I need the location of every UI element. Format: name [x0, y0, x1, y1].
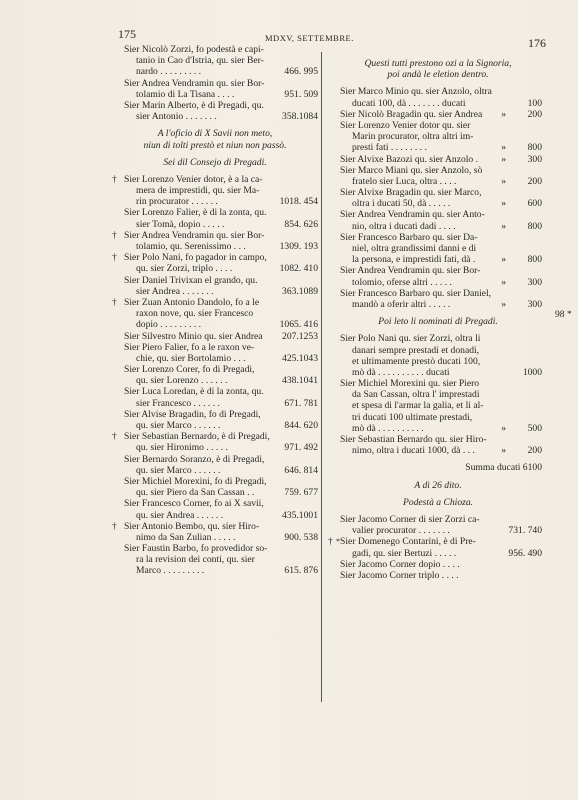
ditto-mark: »	[501, 220, 506, 232]
entry-text: Sier Lorenzo Corer, fo di Pregadi,	[124, 364, 255, 376]
entry-text: Sier Alvise Bragadin, fo di Pregadi,	[124, 408, 261, 420]
entry-line	[124, 66, 318, 77]
entry-line	[124, 111, 318, 122]
left-column	[112, 44, 318, 577]
entry-line	[124, 431, 318, 442]
entry-line	[124, 196, 318, 207]
entry-line	[124, 342, 318, 353]
ditto-mark: »	[501, 422, 506, 434]
candidate-entry	[112, 543, 318, 577]
entry-text: Sier Andrea Vendramin qu. sier Anto-	[340, 209, 485, 221]
entry-line	[340, 423, 548, 434]
entry-line	[124, 532, 318, 543]
loan-entry	[328, 109, 548, 120]
loan-entry	[328, 434, 548, 456]
ditto-mark: »	[501, 175, 506, 187]
entry-text: Sier Luca Loredan, è di la zonta, qu.	[124, 386, 264, 398]
candidate-entry	[112, 207, 318, 229]
entry-text: rin procurator . . . . . .	[136, 196, 218, 208]
loan-entry	[328, 86, 548, 108]
loan-entry	[328, 333, 548, 378]
entry-text: Sier Marco Miani qu. sier Anzolo, sò	[340, 164, 483, 176]
dagger-mark: †	[328, 536, 333, 548]
entry-line	[124, 263, 318, 274]
entry-text: Sier Francesco Barbaro qu. sier Daniel,	[340, 287, 492, 299]
entry-text: Sier Alvixe Bazozi qu. sier Anzolo .	[340, 153, 479, 165]
entry-text: Marin procurator, oltra altri im-	[352, 131, 474, 143]
entry-line	[340, 198, 548, 209]
entry-line	[340, 165, 548, 176]
entry-line	[340, 254, 548, 265]
entry-text: Sier Nicolò Zorzi, fo podestà e capi-	[124, 44, 264, 55]
margin-note: 98 *	[555, 309, 572, 320]
entry-text: sier Tomà, dopio . . . . .	[136, 218, 225, 230]
entry-text: sier Francesco . . . . . .	[136, 397, 220, 409]
entry-line	[124, 100, 318, 111]
section-heading: poi andà le eletion dentro.	[387, 69, 489, 81]
entry-text: Sier Antonio Bembo, qu. sier Hiro-	[124, 520, 260, 532]
entry-text: qu. sier Andrea . . . . . .	[136, 509, 224, 521]
entry-amount: 500	[527, 422, 542, 434]
entry-line	[124, 487, 318, 498]
entry-line	[124, 476, 318, 487]
entry-number: 956. 490	[508, 547, 542, 559]
entry-text: Sier Lorenzo Falier, è di la zonta, qu.	[124, 207, 267, 219]
dagger-mark: †	[112, 229, 117, 241]
entry-line	[124, 409, 318, 420]
entry-text: nimo, oltra i ducati 1000, dà . . .	[352, 445, 475, 457]
entry-text: Sier Piero Falier, fo a le raxon ve-	[124, 341, 255, 353]
section-heading: Poi leto li nominati di Pregadi.	[378, 316, 498, 328]
entry-number: 731. 740	[508, 525, 542, 537]
candidate-entry	[112, 364, 318, 386]
ditto-mark: »	[501, 198, 506, 210]
entry-line	[340, 243, 548, 254]
entry-text: Sier Jacomo Corner dopio . . . .	[340, 558, 460, 570]
entry-line	[340, 265, 548, 276]
entry-text: Sier Michiel Morexini, fo di Pregadi,	[124, 475, 267, 487]
entry-line	[340, 525, 548, 536]
entry-line	[124, 498, 318, 509]
entry-text: nimo da San Zulian . . . . .	[136, 531, 236, 543]
entry-text: qu. sier Lorenzo . . . . . .	[136, 375, 228, 387]
loan-entry	[328, 209, 548, 231]
section-heading: A dì 26 dito.	[414, 479, 462, 491]
ditto-mark: »	[501, 254, 506, 266]
entry-line	[340, 299, 548, 310]
entry-amount: 600	[527, 198, 542, 210]
entry-line	[124, 275, 318, 286]
entry-line	[124, 565, 318, 576]
entry-line	[124, 89, 318, 100]
entry-text: qu. sier Hironimo . . . . .	[136, 442, 228, 454]
ditto-mark: »	[501, 298, 506, 310]
entry-line	[340, 209, 548, 220]
entry-text: Sier Daniel Trivixan el grando, qu.	[124, 274, 258, 286]
entry-text: mera de imprestidi, qu. sier Ma-	[136, 185, 260, 197]
dagger-mark: †	[112, 296, 117, 308]
entry-text: Sier Michiel Morexini qu. sier Piero	[340, 378, 480, 390]
entry-text: nardo . . . . . . . . .	[136, 66, 202, 78]
entry-line	[340, 548, 548, 559]
entry-text: Sier Francesco Corner, fo ai X savii,	[124, 498, 264, 510]
entry-text: presti fati . . . . . . . .	[352, 142, 427, 154]
loan-entry	[328, 154, 548, 165]
entry-text: oltra i ducati 50, dà . . . . .	[352, 198, 451, 210]
entry-amount: 200	[527, 445, 542, 457]
entry-number: 425.1043	[282, 352, 318, 364]
entry-line	[124, 286, 318, 297]
entry-text: Sier Lorenzo Venier dotor qu. sier	[340, 119, 471, 131]
entry-amount: 200	[527, 175, 542, 187]
entry-line	[340, 514, 548, 525]
entry-text: Sier Andrea Vendramin qu. sier Bor-	[340, 265, 481, 277]
section-heading: A l'oficio di X Savii non meto,	[157, 128, 273, 140]
candidate-entry	[112, 297, 318, 331]
entry-number: 1309. 193	[279, 241, 318, 253]
entry-text: nio, oltra i ducati dadi . . . .	[352, 220, 456, 232]
entry-text: la persona, e imprestidi fati, dà .	[352, 254, 476, 266]
entry-line	[340, 367, 548, 378]
entry-text: dopio . . . . . . . . .	[136, 319, 202, 331]
entry-number: 671. 781	[284, 397, 318, 409]
entry-line	[124, 331, 318, 342]
entry-text: qu. sier Zorzi, triplo . . . .	[136, 263, 233, 275]
entry-text: Sier Jacomo Corner triplo . . . .	[340, 569, 459, 581]
entry-line	[340, 559, 548, 570]
entry-number: 1018. 454	[279, 196, 318, 208]
page-number-right: 176	[528, 36, 546, 50]
entry-line	[124, 420, 318, 431]
entry-text: chie, qu. sier Bortolamio . . .	[136, 352, 246, 364]
entry-line	[124, 510, 318, 521]
entry-text: Sier Jacomo Corner di sier Zorzi ca-	[340, 514, 480, 526]
entry-text: Sier Andrea Vendramin qu. sier Bor-	[124, 77, 265, 89]
entry-line	[124, 465, 318, 476]
entry-text: Sier Sebastian Bernardo qu. sier Hiro-	[340, 434, 487, 446]
entry-line	[340, 536, 548, 547]
entry-text: niel, oltra grandissimi danni e di	[352, 243, 477, 255]
section-heading: niun di tolti prestò et niun non passò.	[143, 139, 287, 151]
ditto-mark: »	[501, 142, 506, 154]
entry-line	[124, 174, 318, 185]
star-mark: *	[336, 537, 340, 546]
candidate-entry	[112, 386, 318, 408]
entry-amount: 200	[527, 108, 542, 120]
candidate-entry	[112, 431, 318, 453]
entry-text: tolomio, oferse altri . . . . .	[352, 276, 452, 288]
loan-entry	[328, 378, 548, 434]
entry-text: qu. sier Marco . . . . . .	[136, 420, 221, 432]
entry-number: 615. 876	[284, 565, 318, 577]
section-heading: Podestà a Chioza.	[402, 496, 474, 508]
entry-line	[124, 554, 318, 565]
entry-number: 854. 626	[284, 218, 318, 230]
entry-text: Marco . . . . . . . . .	[136, 565, 205, 577]
dagger-mark: †	[112, 520, 117, 532]
page-number-left: 175	[118, 27, 136, 41]
entry-text: Sier Lorenzo Venier dotor, è a la ca-	[124, 173, 263, 185]
entry-text: raxon nove, qu. sier Francesco	[136, 308, 254, 320]
entry-number: 435.1001	[282, 509, 318, 521]
candidate-entry	[112, 476, 318, 498]
entry-line	[340, 389, 548, 400]
entry-number: 900. 538	[284, 531, 318, 543]
entry-line	[340, 98, 548, 109]
loan-entry	[328, 120, 548, 154]
right-column	[328, 58, 548, 581]
entry-line	[340, 131, 548, 142]
ditto-mark: »	[501, 108, 506, 120]
entry-line	[340, 412, 548, 423]
entry-line	[340, 288, 548, 299]
candidate-entry	[112, 409, 318, 431]
dagger-mark: †	[112, 431, 117, 443]
entry-line	[340, 277, 548, 288]
entry-line	[124, 78, 318, 89]
entry-text: qu. sier Piero da San Cassan . .	[136, 487, 255, 499]
candidate-entry	[112, 100, 318, 122]
entry-line	[124, 185, 318, 196]
entry-text: Sier Silvestro Minio qu. sier Andrea	[124, 330, 263, 342]
entry-text: da San Cassan, oltra l' imprestadi	[352, 389, 480, 401]
entry-line	[340, 400, 548, 411]
entry-text: tolamio di La Tisana . . . .	[136, 88, 235, 100]
entry-line	[340, 345, 548, 356]
entry-text: qu. sier Marco . . . . . .	[136, 464, 221, 476]
entry-line	[340, 154, 548, 165]
entry-amount: 800	[527, 254, 542, 266]
ditto-mark: »	[501, 276, 506, 288]
entry-amount: 1000	[522, 366, 542, 378]
entry-text: Sier Sebastian Bernardo, è di Pregadi,	[124, 431, 270, 443]
entry-number: 466. 995	[284, 66, 318, 78]
entry-number: 207.1253	[282, 330, 318, 342]
loan-entry	[328, 187, 548, 209]
loan-entry	[328, 232, 548, 266]
candidate-entry	[112, 331, 318, 342]
entry-line	[124, 319, 318, 330]
running-title: MDXV, SETTEMBRE.	[265, 33, 354, 43]
candidate-entry	[328, 514, 548, 536]
candidate-entry	[112, 454, 318, 476]
entry-number: 1082. 410	[279, 263, 318, 275]
entry-text: fratelo sier Luca, oltra . . . .	[352, 175, 457, 187]
entry-line	[124, 442, 318, 453]
entry-line	[340, 445, 548, 456]
entry-text: Sier Bernardo Soranzo, è di Pregadi,	[124, 453, 265, 465]
candidate-entry	[112, 174, 318, 208]
entry-number: 951. 509	[284, 88, 318, 100]
candidate-entry	[112, 521, 318, 543]
entry-line	[124, 375, 318, 386]
entry-line	[340, 120, 548, 131]
entry-text: danari sempre prestadi et donadi,	[352, 344, 480, 356]
entry-line	[124, 454, 318, 465]
entry-line	[124, 297, 318, 308]
entry-line	[340, 109, 548, 120]
entry-text: tri ducati 100 ultimate prestadi,	[352, 411, 473, 423]
entry-text: Sier Domenego Contarini, è di Pre-	[340, 536, 476, 548]
section-heading: Sei dil Consejo di Pregadi.	[163, 156, 267, 168]
entry-line	[124, 241, 318, 252]
candidate-entry	[112, 78, 318, 100]
entry-amount: 100	[527, 97, 542, 109]
entry-amount: 300	[527, 153, 542, 165]
entry-line	[340, 176, 548, 187]
entry-text: valier procurator . . . . . . .	[352, 525, 450, 537]
entry-text: mò dà . . . . . . . . . .	[352, 422, 424, 434]
entry-text: Sier Francesco Barbaro qu. sier Da-	[340, 231, 478, 243]
entry-text: et spesa di l'armar la galia, et li al-	[352, 400, 484, 412]
entry-text: et ultimamente prestò ducati 100,	[352, 355, 481, 367]
loan-entry	[328, 288, 548, 310]
sum-total: Summa ducati 6100	[465, 462, 542, 474]
entry-line	[340, 187, 548, 198]
entry-line	[124, 353, 318, 364]
entry-text: Sier Faustin Barbo, fo provedidor so-	[124, 543, 268, 555]
loan-entry	[328, 165, 548, 187]
entry-text: Sier Nicolò Bragadin qu. sier Andrea	[340, 108, 483, 120]
entry-number: 971. 492	[284, 442, 318, 454]
entry-amount: 300	[527, 298, 542, 310]
entry-text: ducati 100, dà . . . . . . . ducati	[352, 97, 466, 109]
entry-number: 363.1089	[282, 285, 318, 297]
entry-line	[124, 308, 318, 319]
entry-text: mandò a oferir altri . . . . .	[352, 298, 451, 310]
entry-number: 438.1041	[282, 375, 318, 387]
entry-line	[340, 434, 548, 445]
entry-line	[340, 356, 548, 367]
candidate-entry	[112, 230, 318, 252]
entry-number: 646. 814	[284, 464, 318, 476]
candidate-entry	[112, 44, 318, 78]
entry-text: tolamio, qu. Serenissimo . . .	[136, 241, 246, 253]
dagger-mark: †	[112, 252, 117, 264]
entry-line	[124, 398, 318, 409]
entry-line	[124, 207, 318, 218]
candidate-entry	[112, 252, 318, 274]
entry-number: 759. 677	[284, 487, 318, 499]
ditto-mark: »	[501, 153, 506, 165]
entry-line	[340, 221, 548, 232]
entry-text: Sier Polo Nani, fo pagador in campo,	[124, 252, 267, 264]
candidate-entry	[112, 275, 318, 297]
section-heading: Questi tutti prestono ozi a la Signoria,	[364, 58, 512, 69]
entry-text: Sier Andrea Vendramin qu. sier Bor-	[124, 229, 265, 241]
entry-amount: 800	[527, 220, 542, 232]
entry-amount: 300	[527, 276, 542, 288]
candidate-entry	[112, 498, 318, 520]
entry-line	[340, 86, 548, 97]
entry-text: Sier Polo Nani qu. sier Zorzi, oltra li	[340, 333, 481, 345]
entry-number: 358.1084	[282, 111, 318, 123]
entry-line	[124, 44, 318, 55]
entry-number: 844. 620	[284, 420, 318, 432]
entry-line	[340, 142, 548, 153]
entry-text: Sier Marco Minio qu. sier Anzolo, oltra	[340, 86, 492, 98]
column-divider	[321, 52, 322, 702]
entry-line	[340, 333, 548, 344]
candidate-entry	[112, 342, 318, 364]
entry-text: sier Antonio . . . . . . .	[136, 111, 217, 123]
entry-line	[124, 55, 318, 66]
candidate-entry	[328, 536, 548, 558]
entry-text: Sier Alvixe Bragadin qu. sier Marco,	[340, 187, 482, 199]
loan-entry	[328, 265, 548, 287]
entry-line	[124, 219, 318, 230]
dagger-mark: †	[112, 173, 117, 185]
entry-text: gadi, qu. sier Bertuzi . . . . .	[352, 547, 457, 559]
entry-line	[124, 543, 318, 554]
entry-line	[124, 230, 318, 241]
entry-line	[124, 521, 318, 532]
entry-text: Sier Zuan Antonio Dandolo, fo a le	[124, 296, 260, 308]
entry-text: sier Andrea . . . . . . .	[136, 285, 214, 297]
ditto-mark: »	[501, 445, 506, 457]
entry-text: Sier Marin Alberto, è di Pregadi, qu.	[124, 99, 264, 111]
entry-line	[124, 252, 318, 263]
entry-number: 1065. 416	[279, 319, 318, 331]
entry-text: ra la revision dei conti, qu. sier	[136, 554, 255, 566]
entry-line	[340, 570, 548, 581]
entry-line	[124, 364, 318, 375]
candidate-entry	[328, 570, 548, 581]
entry-text: mò dà . . . . . . . . . . ducati	[352, 366, 450, 378]
entry-text: tanio in Cao d'Istria, qu. sier Ber-	[136, 55, 264, 67]
entry-amount: 800	[527, 142, 542, 154]
entry-line	[340, 378, 548, 389]
entry-line	[124, 386, 318, 397]
candidate-entry	[328, 559, 548, 570]
entry-line	[340, 232, 548, 243]
